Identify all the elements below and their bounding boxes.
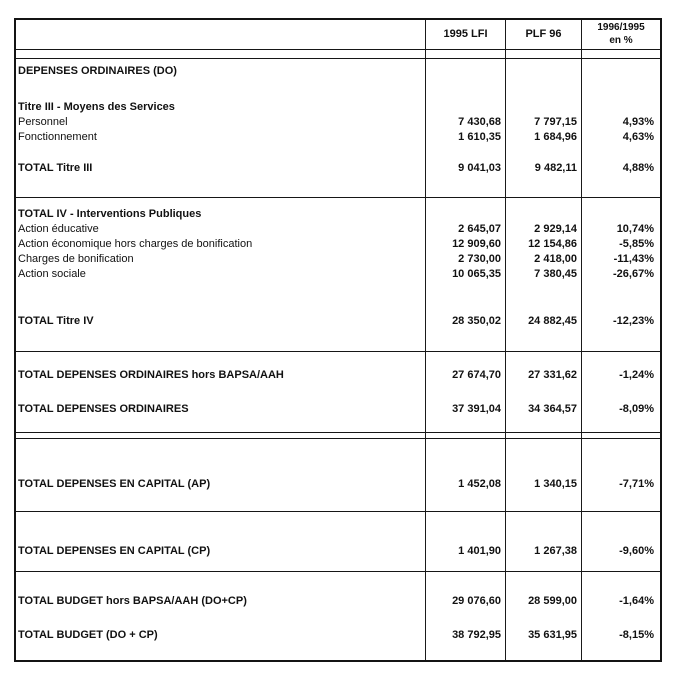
value-plf96 — [506, 206, 582, 222]
value-pct — [582, 59, 660, 89]
value-pct: -7,71% — [619, 477, 654, 490]
table-row — [16, 592, 660, 610]
table-row — [16, 400, 660, 418]
value-pct: -9,60% — [619, 544, 654, 557]
value-pct: -8,09% — [619, 402, 654, 415]
value-1995-lfi: 1 401,90 — [426, 542, 506, 560]
value-plf96: 7 797,15 — [506, 115, 582, 130]
value-plf96: 12 154,86 — [506, 237, 582, 252]
value-1995-lfi: 9 041,03 — [426, 159, 506, 177]
value-plf96 — [506, 99, 582, 115]
value-plf96: 2 929,14 — [506, 222, 582, 237]
value-plf96: 1 340,15 — [506, 475, 582, 493]
spacer-row — [16, 145, 660, 159]
value-1995-lfi: 12 909,60 — [426, 237, 506, 252]
value-plf96: 7 380,45 — [506, 267, 582, 282]
row-label: DEPENSES ORDINAIRES (DO) — [16, 59, 426, 89]
value-plf96: 28 599,00 — [506, 592, 582, 610]
value-plf96: 1 684,96 — [506, 130, 582, 145]
value-1995-lfi: 2 730,00 — [426, 252, 506, 267]
value-pct: -1,24% — [619, 368, 654, 381]
spacer-row — [16, 644, 660, 660]
table-row — [16, 542, 660, 560]
value-pct: 4,88% — [622, 161, 654, 174]
value-plf96: 9 482,11 — [506, 159, 582, 177]
table-row — [16, 252, 660, 267]
value-pct — [582, 206, 660, 222]
spacer-row — [16, 198, 660, 206]
value-1995-lfi: 1 452,08 — [426, 475, 506, 493]
value-1995-lfi: 38 792,95 — [426, 626, 506, 644]
row-label: Fonctionnement — [16, 130, 426, 145]
value-1995-lfi: 7 430,68 — [426, 115, 506, 130]
value-pct: -1,64% — [619, 594, 654, 607]
table-row — [16, 267, 660, 282]
value-1995-lfi: 27 674,70 — [426, 366, 506, 384]
row-label: Action économique hors charges de bonification — [16, 237, 426, 252]
table-header-row — [16, 20, 660, 50]
row-label: TOTAL BUDGET hors BAPSA/AAH (DO+CP) — [16, 592, 426, 610]
value-1995-lfi: 2 645,07 — [426, 222, 506, 237]
table-row — [16, 159, 660, 177]
value-pct: 10,74% — [616, 223, 654, 236]
table-row — [16, 237, 660, 252]
row-label: TOTAL DEPENSES EN CAPITAL (CP) — [16, 542, 426, 560]
value-plf96: 2 418,00 — [506, 252, 582, 267]
column-header-pct — [582, 20, 660, 49]
section-divider — [16, 418, 660, 433]
value-pct: 4,63% — [622, 131, 654, 144]
value-1995-lfi: 37 391,04 — [426, 400, 506, 418]
spacer-row — [16, 352, 660, 366]
section-divider — [16, 493, 660, 512]
value-1995-lfi: 1 610,35 — [426, 130, 506, 145]
column-header-pct-line1: 1996/1995 — [597, 22, 645, 33]
value-pct: -11,43% — [613, 253, 654, 266]
section-divider — [16, 560, 660, 572]
value-plf96 — [506, 59, 582, 89]
table-row — [16, 312, 660, 330]
table-row — [16, 59, 660, 89]
table-row — [16, 206, 660, 222]
spacer-row — [16, 384, 660, 400]
section-divider — [16, 330, 660, 352]
row-label: TOTAL Titre IV — [16, 312, 426, 330]
value-1995-lfi — [426, 59, 506, 89]
table-row — [16, 626, 660, 644]
row-label: Charges de bonification — [16, 252, 426, 267]
column-header-plf96: PLF 96 — [506, 20, 582, 49]
value-pct: -12,23% — [613, 314, 654, 327]
value-1995-lfi: 10 065,35 — [426, 267, 506, 282]
value-pct: -8,15% — [619, 628, 654, 641]
value-plf96: 1 267,38 — [506, 542, 582, 560]
row-label: TOTAL Titre III — [16, 159, 426, 177]
table-row — [16, 99, 660, 115]
section-divider — [16, 177, 660, 198]
table-row — [16, 130, 660, 145]
row-label: TOTAL DEPENSES ORDINAIRES — [16, 400, 426, 418]
value-1995-lfi: 29 076,60 — [426, 592, 506, 610]
value-pct: -5,85% — [619, 238, 654, 251]
table-row — [16, 475, 660, 493]
value-plf96: 35 631,95 — [506, 626, 582, 644]
row-label: Action sociale — [16, 267, 426, 282]
spacer-row — [16, 282, 660, 312]
value-plf96: 27 331,62 — [506, 366, 582, 384]
column-header-1995-lfi: 1995 LFI — [426, 20, 506, 49]
scanned-budget-table — [14, 18, 662, 662]
value-plf96: 24 882,45 — [506, 312, 582, 330]
column-header-pct-line2: en % — [609, 34, 633, 46]
value-pct: 4,93% — [622, 116, 654, 129]
value-1995-lfi: 28 350,02 — [426, 312, 506, 330]
row-label: TOTAL IV - Interventions Publiques — [16, 206, 426, 222]
table-row — [16, 366, 660, 384]
spacer-row — [16, 572, 660, 592]
spacer-row — [16, 610, 660, 626]
table-row — [16, 115, 660, 130]
value-1995-lfi — [426, 99, 506, 115]
row-label: Action éducative — [16, 222, 426, 237]
row-label: TOTAL DEPENSES ORDINAIRES hors BAPSA/AAH — [16, 366, 426, 384]
spacer-row — [16, 89, 660, 99]
row-label: TOTAL BUDGET (DO + CP) — [16, 626, 426, 644]
header-empty-cell — [16, 20, 426, 49]
value-1995-lfi — [426, 206, 506, 222]
value-plf96: 34 364,57 — [506, 400, 582, 418]
spacer-row — [16, 439, 660, 475]
table-row — [16, 222, 660, 237]
spacer-row — [16, 512, 660, 542]
value-pct — [582, 99, 660, 115]
value-pct: -26,67% — [613, 268, 654, 281]
row-label: Titre III - Moyens des Services — [16, 99, 426, 115]
row-label: Personnel — [16, 115, 426, 130]
header-underline-band — [16, 50, 660, 59]
row-label: TOTAL DEPENSES EN CAPITAL (AP) — [16, 475, 426, 493]
